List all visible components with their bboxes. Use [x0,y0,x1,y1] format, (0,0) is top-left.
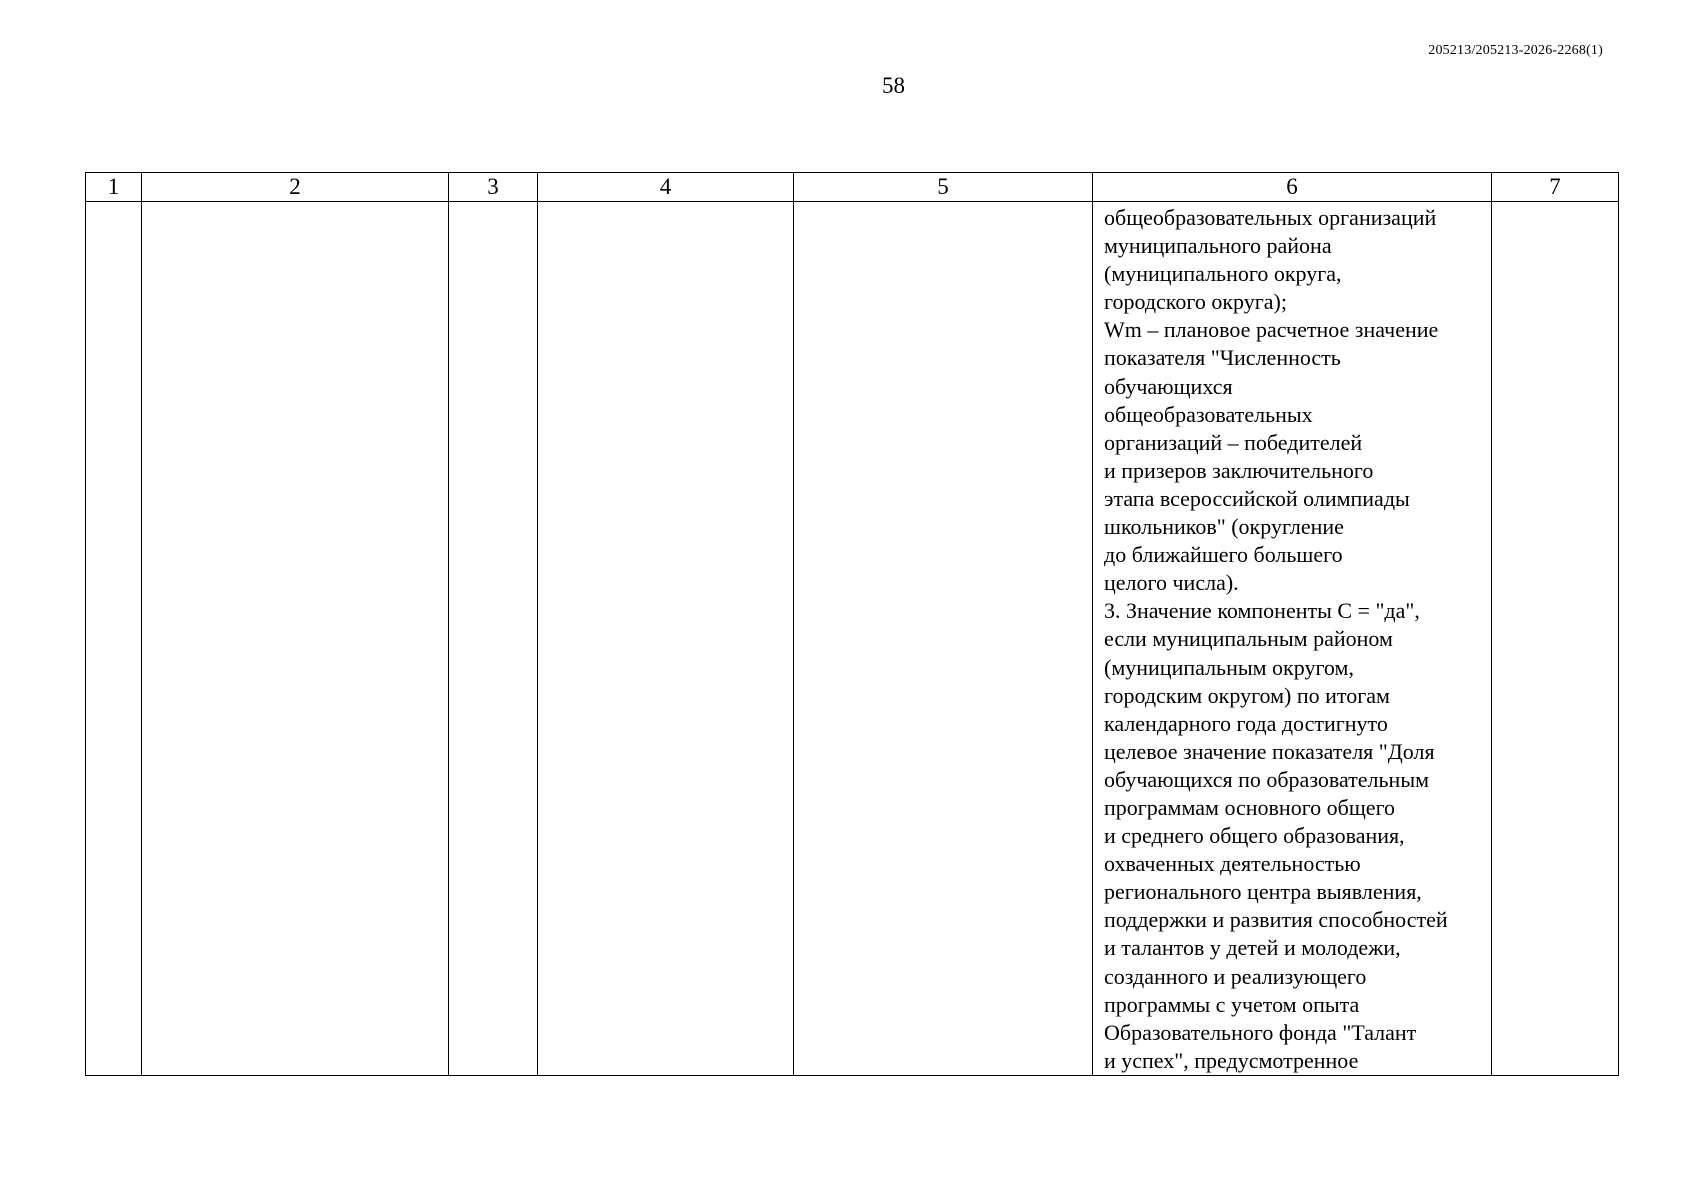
cell-text-line: Wm – плановое расчетное значение [1104,317,1439,343]
cell-text-line: поддержки и развития способностей [1104,907,1448,933]
cell-text-line: созданного и реализующего [1104,963,1367,989]
cell-text-line: школьников" (округление [1104,514,1344,540]
table-header-row [86,173,1619,202]
cell-col-1 [86,202,142,1076]
column-header-7: 7 [1492,173,1619,202]
cell-text-line: Образовательного фонда "Талант [1104,1019,1417,1045]
cell-col-4 [538,202,794,1076]
cell-text-line: календарного года достигнуто [1104,710,1388,736]
cell-text-line: этапа всероссийской олимпиады [1104,485,1410,511]
column-header-6: 6 [1093,173,1492,202]
cell-text-line: (муниципального округа, [1104,261,1342,287]
page-number: 58 [882,73,905,98]
column-header-5: 5 [794,173,1093,202]
cell-text-line: программам основного общего [1104,794,1396,820]
cell-text-line: программы с учетом опыта [1104,991,1360,1017]
cell-text-line: общеобразовательных организаций [1104,205,1437,230]
cell-text-line: и талантов у детей и молодежи, [1104,935,1401,961]
cell-text-line: городского округа); [1104,289,1287,315]
cell-col-6 [1093,202,1492,1076]
cell-text-line: до ближайшего большего [1104,542,1343,568]
cell-text-line: 3. Значение компоненты C = "да", [1104,598,1420,624]
cell-text-line: городским округом) по итогам [1104,682,1390,708]
cell-col-6-text [1093,202,1491,1075]
table-row [86,202,1619,1076]
cell-text-line: организаций – победителей [1104,429,1363,455]
column-header-1: 1 [86,173,142,202]
cell-text-line: охваченных деятельностью [1104,851,1361,877]
cell-text-line: целевое значение показателя "Доля [1104,738,1435,764]
cell-text-line: если муниципальным районом [1104,626,1393,652]
cell-text-line: обучающихся [1104,373,1233,399]
cell-text-line: регионального центра выявления, [1104,879,1422,905]
cell-text-line: муниципального района [1104,233,1332,259]
cell-text-line: и призеров заключительного [1104,457,1374,483]
cell-col-2 [142,202,449,1076]
cell-col-3 [449,202,538,1076]
cell-col-7 [1492,202,1619,1076]
column-header-2: 2 [142,173,449,202]
cell-text-line: обучающихся по образовательным [1104,766,1430,792]
cell-text-line: показателя "Численность [1104,345,1341,371]
document-table [85,172,1619,1076]
document-id: 205213/205213-2026-2268(1) [1428,43,1603,58]
cell-text-line: и успех", предусмотренное [1104,1047,1359,1073]
cell-text-line: (муниципальным округом, [1104,654,1354,680]
cell-text-line: целого числа). [1104,570,1239,596]
column-header-4: 4 [538,173,794,202]
cell-text-line: и среднего общего образования, [1104,823,1405,849]
cell-col-5 [794,202,1093,1076]
cell-text-line: общеобразовательных [1104,401,1313,427]
column-header-3: 3 [449,173,538,202]
